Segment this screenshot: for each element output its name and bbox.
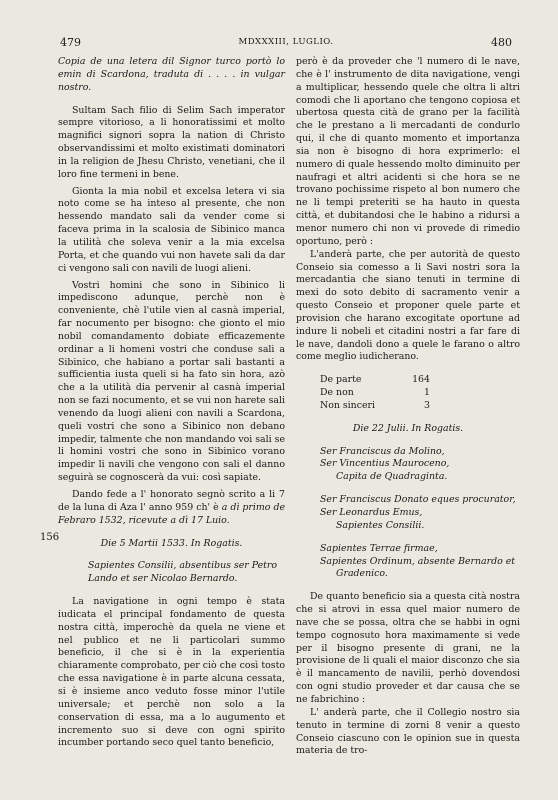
vote-row: [320, 400, 460, 413]
vote-tally: [296, 374, 460, 413]
vote-value: 3: [424, 399, 430, 411]
right-paragraph-1: però è da proveder che 'l numero di le nave, che è l' instrumento de dita navigatione, vengi a multiplicar, hessendo quele che oltra li altri comodi che li aportano che tengono copiosa et ubertosa questa cità de grano per la facilità che le prestano a li mercadanti de condurlo qui, il che di quanto momento et importanza sia non è bisogno di hora exprimerlo: el numero di quale hessendo molto diminuito per naufragi et altri acidenti si che hora se ne trovano pochissime rispeto al bon numero che ne li tempi preteriti se ha hauto in questa città, et dubitandosi che le habino a ridursi a menor numero chi non vi provede di rimedio oportuno, però :: [296, 56, 520, 247]
left-column: [58, 56, 285, 750]
vote-label: De non: [320, 387, 354, 399]
signatory: Ser Leonardus Emus,: [320, 507, 423, 518]
vote-row: [320, 374, 460, 387]
vote-value: 164: [412, 374, 430, 386]
left-paragraph-1: Sultam Sach filio di Selim Sach imperator sempre vitorioso, a li honoratissimi et molto magnifici signori sopra la nation di Christo observandissimi et molto existimati dominatori in la religion de Jhesu Christo, venetiani, che il loro fine termeni in bene.: [58, 104, 285, 180]
signatories-group-1: [296, 446, 520, 485]
left-paragraph-5: La navigatione in ogni tempo è stata iudicata el principal fondamento de questa nostra città, imperochè da quela ne viene et nel publico et ne li particolari summo beneficio, il che si è in la experientia chiaramente comprobato, per ciò che così tosto che essa navigatione è in parte alcuna cessata, si è insieme anco veduto fosse minor l'utile universale; et perchè non solo a la conservation di essa, ma a lo augumento et incremento suo si deve con ogni spirito incumber portando seco quel tanto beneficio,: [58, 596, 285, 749]
vote-label: De parte: [320, 374, 362, 386]
signatory: Ser Franciscus da Molino,: [320, 445, 445, 457]
right-paragraph-3: De quanto beneficio sia a questa cità nostra che si atrovi in essa quel maior numero de nave che se possa, oltra che se habbi in ogni tempo cognosuto hora maximamente si vede per il bisogno presente di grani, ne la provisione de li quali el maior disconzo che sia è il mancamento de navilii, perhò dovendosi con ogni studio proveder et dar causa che se ne fabrichino :: [296, 591, 520, 705]
vote-label: Non sinceri: [320, 399, 375, 411]
vote-row: [320, 387, 460, 400]
section-title-right: Die 22 Julii. In Rogatis.: [352, 422, 464, 434]
signatory: Sapientes Terrae firmae,: [320, 542, 438, 554]
left-paragraph-4: [58, 489, 285, 528]
right-column: [296, 56, 520, 758]
page-number-right: 480: [491, 36, 512, 49]
running-head: MDXXXIII, LUGLIO.: [238, 37, 334, 47]
signatories-group-2: [296, 494, 520, 533]
left-paragraph-4-text: Dando fede a l' honorato segnò scrito a li 7 de la luna di Aza l' anno 959 ch' è: [58, 489, 285, 513]
right-paragraph-2: L'anderà parte, che per autorità de questo Conseio sia comesso a li Savi nostri sora la mercadantia che siano tenuti in termine di mexi do soto debito di sacramento venir a questo Conseio et proponer quele parte et provision che harano excogitate oportune ad indure li nobeli et citadini nostri a far fare di le nave, dandoli dono a quele le farano o altro come meglio iudicherano.: [296, 248, 520, 363]
signatory: Ser Vincentius Mauroceno,: [320, 458, 450, 470]
section-subtitle-left: Sapientes Consilii, absentibus ser Petro Lando et ser Nicolao Bernardo.: [88, 560, 278, 585]
section-title-left: Die 5 Martii 1533. In Rogatis.: [100, 537, 243, 549]
page-header: [60, 36, 512, 50]
page-number-left: 479: [60, 36, 81, 49]
signatory: Sapientes Ordinum, absente Bernardo et: [320, 555, 516, 567]
margin-number: 156: [40, 532, 60, 543]
signatories-group-3: [296, 543, 520, 582]
left-paragraph-3: Vostri homini che sono in Sibinico li impediscono adunque, perchè non è conveniente, chè l'utile vien al casnà imperial, far nocumento per bisogno: che gionto el mio nobil comandamento dobiate efficazemente ordinar a li homeni vostri che conduse sali a Sibinico, che habiano a portar sali bastanti a sufficientia iusta queli si ha fato sin hora, azò che a la utilità dia pervenir al casnà imperial non se fazi nocumento, et se vui non harete sali venendo da luogi alieni con navili a Scardona, queli vostri che sono a Sibinico non debano impedir, talmente che non mandando voi sali se li homini vostri che sono in Sibinico vorano impedir li navili che vengono con sali el danno seguirà se cognoscerà da vui: così sapiate.: [58, 279, 285, 484]
signatory-role: Sapientes Consilii.: [336, 519, 425, 531]
vote-value: 1: [424, 387, 430, 399]
left-paragraph-4-date: a dì primo de Febraro 1532, ricevute a dì 17 Luio.: [58, 501, 285, 526]
left-paragraph-2: Gionta la mia nobil et excelsa letera vi sia noto come se ha inteso al presente, che non hessendo mandato sali da vender come si faceva prima in la scalosia de Sibinico manca la utilità che soleva venir a la mia excelsa Porta, et che quando vui non havete sali da dar ci vengono sali con navili de luogi alieni.: [58, 185, 285, 274]
signatory-role: Capita de Quadraginta.: [336, 471, 448, 483]
signatory-role: Gradenico.: [336, 568, 388, 580]
signatory: Ser Franciscus Donato eques procurator,: [320, 494, 516, 506]
right-paragraph-4: L' anderà parte, che il Collegio nostro sia tenuto in termine di zorni 8 venir a questo Conseio ciascuno con le opinion sue in questa materia de tro-: [296, 706, 520, 757]
letter-title: Copia de una letera dil Signor turco portò lo emin di Scardona, traduta di . . . . in vulgar nostro.: [58, 56, 285, 93]
